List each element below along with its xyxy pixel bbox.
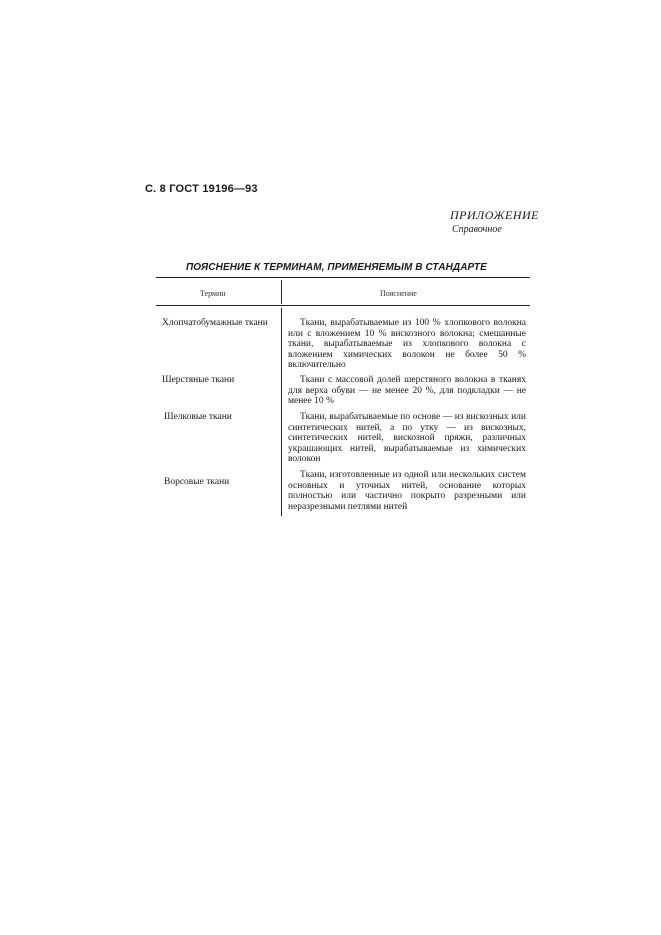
table-top-border [156, 277, 530, 278]
table-row-term: Шерстяные ткани [162, 375, 235, 385]
table-title: ПОЯСНЕНИЕ К ТЕРМИНАМ, ПРИМЕНЯЕМЫМ В СТАНДАРТЕ [186, 262, 487, 273]
table-header-border [156, 305, 530, 306]
table-row-explanation [288, 470, 526, 512]
column-header-explanation: Пояснение [380, 289, 417, 298]
explanation-text: Ткани с массовой долей шерстяного волокна в тканях для верха обуви — не менее 20 %, для подкладки — не менее 10 % [288, 375, 526, 406]
header-column-divider [281, 280, 282, 304]
page-header: С. 8 ГОСТ 19196—93 [145, 183, 258, 195]
table-row-explanation [288, 318, 526, 371]
appendix-type: Справочное [452, 224, 502, 235]
table-row-term: Шелковые ткани [164, 412, 232, 422]
explanation-text: Ткани, изготовленные из одной или нескольких систем основных и уточных нитей, основание которых полностью или частично покрыто разрезными или неразрезными петлями нитей [288, 470, 526, 512]
table-row-explanation [288, 412, 526, 465]
column-header-term: Термин [200, 289, 226, 298]
explanation-text: Ткани, вырабатываемые из 100 % хлопкового волокна или с вложением 10 % вискозного волокна; смешанные ткани, вырабатываемые из хлопкового волокна с вложением химических волокон не более 50 % включительно [288, 318, 526, 370]
table-row-term: Хлопчатобумажные ткани [162, 318, 268, 328]
table-row-term: Ворсовые ткани [164, 477, 230, 487]
explanation-text: Ткани, вырабатываемые по основе — из вискозных или синтетических нитей, а по утку — из вискозных, синтетических нитей, вискозной пряжи, различных украшающих нитей, вырабатываемые из химических волокон [288, 412, 526, 464]
table-row-explanation [288, 375, 526, 407]
body-column-divider [281, 308, 282, 516]
appendix-label: ПРИЛОЖЕНИЕ [450, 208, 539, 222]
